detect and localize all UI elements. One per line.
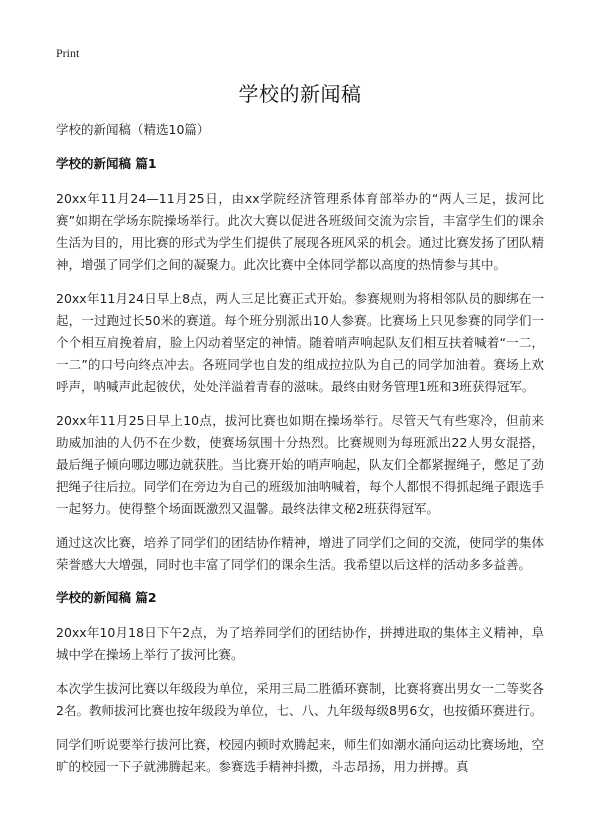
paragraph: 同学们听说要举行拔河比赛，校园内顿时欢腾起来，师生们如潮水涌向运动比赛场地，空旷的校园一下子就沸腾起来。参赛选手精神抖擞，斗志昂扬，用力拼搏。真 xyxy=(56,737,544,774)
paragraph: 20xx年11月24日早上8点，两人三足比赛正式开始。参赛规则为将相邻队员的脚绑在一起，一过跑过长50米的赛道。每个班分别派出10人参赛。比赛场上只见参赛的同学们一个个相互肩挽着肩，脸上闪动着坚定的神情。随着哨声响起队友们相互扶着喊着“一二，一二”的口号向终点冲去。各班同学也自发的组成拉拉队为自己的同学加油着。赛场上欢呼声，呐喊声此起彼伏，处处洋溢着青春的滋味。最终由财务管理1班和3班获得冠军。 xyxy=(56,291,544,394)
section-heading: 学校的新闻稿 篇2 xyxy=(56,590,157,605)
paragraph: 本次学生拔河比赛以年级段为单位，采用三局二胜循环赛制，比赛将赛出男女一二等奖各2名。教师拔河比赛也按年级段为单位，七、八、九年级每级8男6女，也按循环赛进行。 xyxy=(56,681,544,718)
document-subtitle: 学校的新闻稿（精选10篇） xyxy=(56,122,210,137)
document-body xyxy=(56,120,544,790)
document-title: 学校的新闻稿 xyxy=(238,82,362,106)
section-heading: 学校的新闻稿 篇1 xyxy=(56,156,157,171)
print-link[interactable]: Print xyxy=(56,46,80,60)
paragraph: 20xx年11月25日早上10点，拔河比赛也如期在操场举行。尽管天气有些寒冷，但前来助威加油的人仍不在少数，使赛场氛围十分热烈。比赛规则为每班派出22人男女混搭，最后绳子倾向哪边哪边就获胜。当比赛开始的哨声响起，队友们全都紧握绳子，憋足了劲把绳子往后拉。同学们在旁边为自己的班级加油呐喊着，每个人都恨不得抓起绳子跟选手一起努力。使得整个场面既激烈又温馨。最终法律文秘2班获得冠军。 xyxy=(56,413,544,516)
paragraph: 通过这次比赛，培养了同学们的团结协作精神，增进了同学们之间的交流，使同学的集体荣誉感大大增强，同时也丰富了同学们的课余生活。我希望以后这样的活动多多益善。 xyxy=(56,535,544,572)
paragraph: 20xx年10月18日下午2点，为了培养同学们的团结协作，拼搏进取的集体主义精神，阜城中学在操场上举行了拔河比赛。 xyxy=(56,625,544,662)
paragraph: 20xx年11月24—11月25日，由xx学院经济管理系体育部举办的“两人三足，拔河比赛”如期在学场东院操场举行。此次大赛以促进各班级间交流为宗旨，丰富学生们的课余生活为目的，用比赛的形式为学生们提供了展现各班风采的机会。通过比赛发扬了团队精神，增强了同学们之间的凝聚力。此次比赛中全体同学都以高度的热情参与其中。 xyxy=(56,191,544,272)
